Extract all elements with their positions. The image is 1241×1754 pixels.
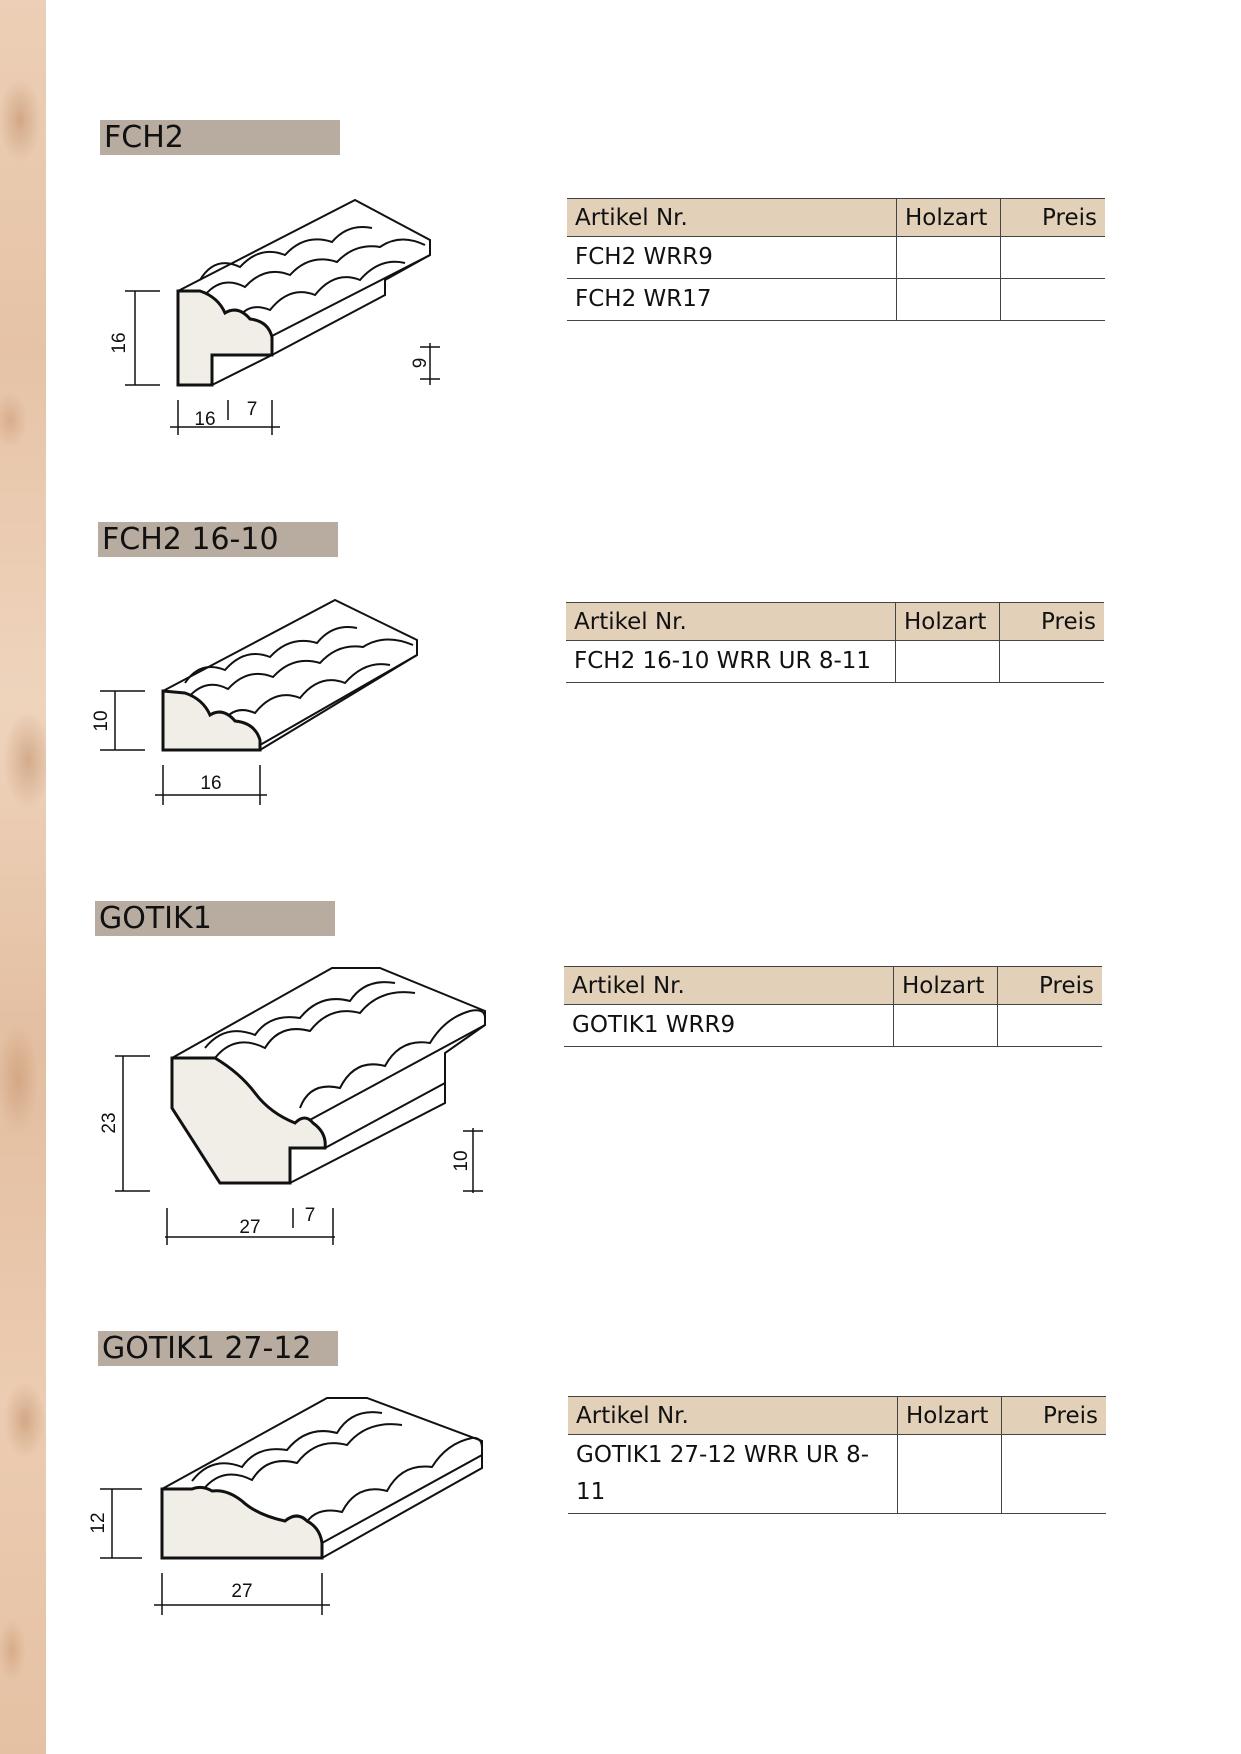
dim-height: 16: [109, 332, 130, 354]
header-preis: Preis: [1001, 199, 1106, 237]
profile-drawing-fch2-16-10: [91, 595, 435, 815]
header-preis: Preis: [1000, 603, 1105, 641]
cell-artikel: FCH2 WR17: [567, 279, 897, 321]
cell-artikel: FCH2 16-10 WRR UR 8-11: [566, 641, 896, 683]
table-row: [564, 1005, 1102, 1047]
cell-preis: [1002, 1435, 1107, 1514]
section-title: FCH2 16-10: [98, 522, 338, 557]
cell-preis: [1001, 279, 1106, 321]
cell-holzart: [898, 1435, 1002, 1514]
header-holzart: Holzart: [894, 967, 998, 1005]
cell-preis: [998, 1005, 1103, 1047]
profile-drawing-fch2: [110, 195, 450, 455]
section-title: GOTIK1 27-12: [98, 1331, 338, 1366]
cell-artikel: FCH2 WRR9: [567, 237, 897, 279]
price-table-gotik1-27-12: [568, 1396, 1106, 1514]
price-table-fch2-16-10: [566, 602, 1104, 683]
header-preis: Preis: [998, 967, 1103, 1005]
header-artikel: Artikel Nr.: [567, 199, 897, 237]
dim-inner: 7: [246, 399, 258, 420]
dim-width: 16: [194, 409, 216, 430]
profile-drawing-gotik1-27-12: [88, 1393, 492, 1623]
dim-depth: 10: [451, 1150, 472, 1172]
header-holzart: Holzart: [897, 199, 1001, 237]
cell-preis: [1000, 641, 1105, 683]
table-row: [567, 237, 1105, 279]
dim-width: 27: [231, 1581, 253, 1602]
dim-height: 12: [88, 1512, 109, 1534]
dim-width: 27: [239, 1217, 261, 1238]
table-row: [567, 279, 1105, 321]
dim-depth: 9: [410, 357, 431, 369]
header-preis: Preis: [1002, 1397, 1107, 1435]
section-title: GOTIK1: [95, 901, 335, 936]
header-artikel: Artikel Nr.: [568, 1397, 898, 1435]
header-artikel: Artikel Nr.: [564, 967, 894, 1005]
header-holzart: Holzart: [896, 603, 1000, 641]
header-artikel: Artikel Nr.: [566, 603, 896, 641]
dim-inner: 7: [304, 1205, 316, 1226]
wood-texture-strip: [0, 0, 46, 1754]
cell-holzart: [897, 279, 1001, 321]
dim-height: 23: [99, 1112, 120, 1134]
cell-artikel: GOTIK1 27-12 WRR UR 8-11: [568, 1435, 898, 1514]
cell-preis: [1001, 237, 1106, 279]
table-row: [566, 641, 1104, 683]
cell-holzart: [896, 641, 1000, 683]
header-holzart: Holzart: [898, 1397, 1002, 1435]
cell-holzart: [897, 237, 1001, 279]
profile-drawing-gotik1: [95, 963, 495, 1253]
cell-artikel: GOTIK1 WRR9: [564, 1005, 894, 1047]
table-row: [568, 1435, 1106, 1514]
cell-holzart: [894, 1005, 998, 1047]
price-table-fch2: [567, 198, 1105, 321]
dim-height: 10: [91, 710, 112, 732]
dim-width: 16: [200, 773, 222, 794]
price-table-gotik1: [564, 966, 1102, 1047]
section-title: FCH2: [100, 120, 340, 155]
